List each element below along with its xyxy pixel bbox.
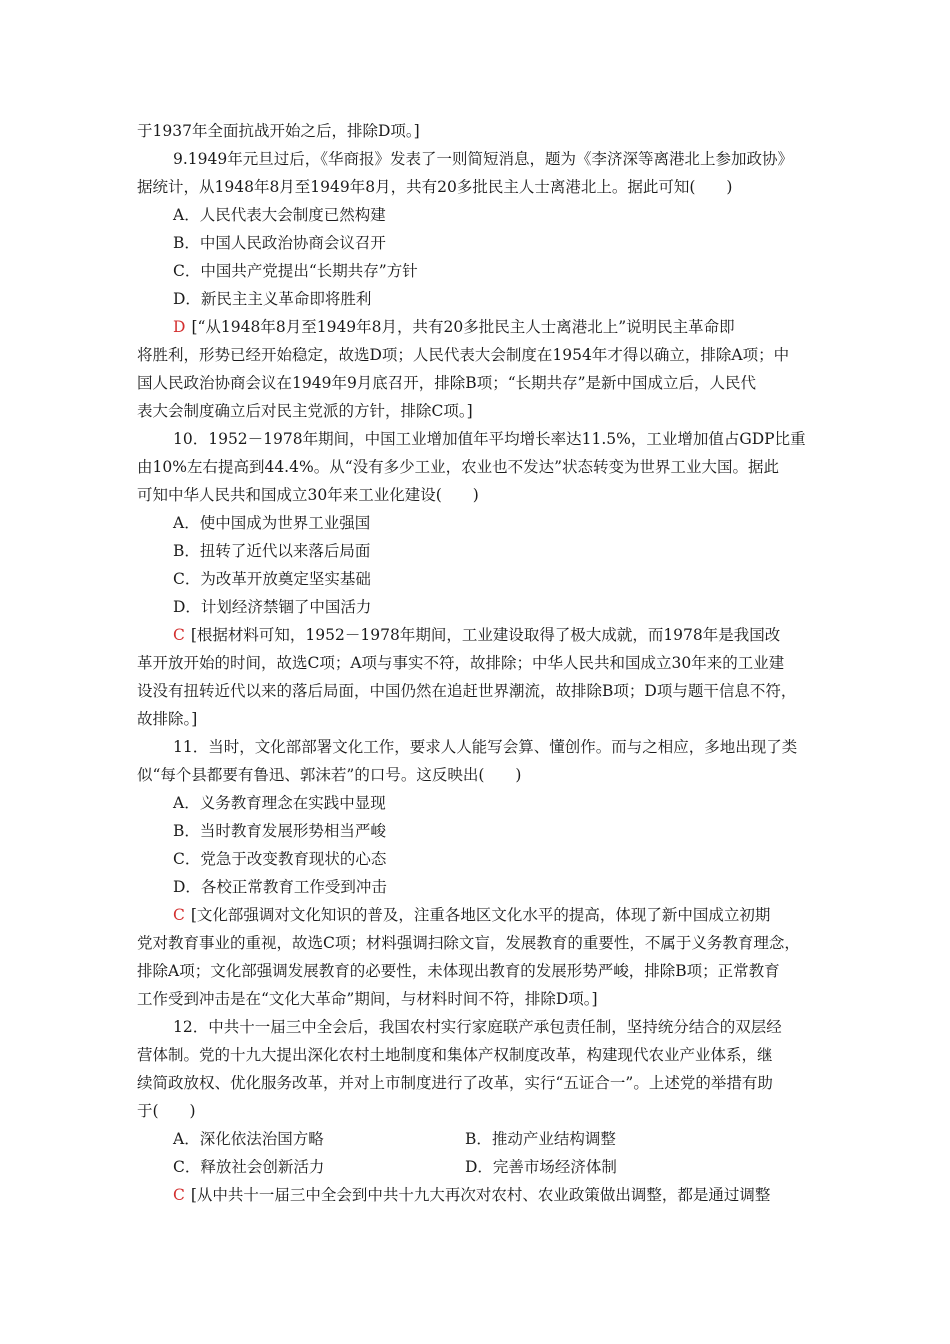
answer-letter: D	[173, 318, 186, 336]
text-line: 表大会制度确立后对民主党派的方针，排除C项。]	[137, 402, 473, 420]
text-line: 国人民政治协商会议在1949年9月底召开，排除B项；“长期共存”是新中国成立后，人民代	[137, 374, 757, 392]
option-a: A．使中国成为世界工业强国	[173, 514, 371, 532]
question-10-stem: 10．1952－1978年期间，中国工业增加值年平均增长率达11.5%，工业增加值占GDP比重	[173, 430, 806, 448]
options-row	[137, 1125, 827, 1153]
option-d: D．计划经济禁锢了中国活力	[173, 598, 372, 616]
option-a: A．深化依法治国方略	[173, 1130, 324, 1148]
option-c: C．中国共产党提出“长期共存”方针	[173, 262, 418, 280]
answer-line	[137, 313, 827, 341]
option-c: C．释放社会创新活力	[173, 1158, 325, 1176]
option-c: C．为改革开放奠定坚实基础	[173, 570, 371, 588]
option-d: D．完善市场经济体制	[465, 1158, 617, 1176]
text-line: 由10%左右提高到44.4%。从“没有多少工业，农业也不发达”状态转变为世界工业大国。据此	[137, 458, 780, 476]
text-line: 排除A项；文化部强调发展教育的必要性，未体现出教育的发展形势严峻，排除B项；正常教育	[137, 962, 780, 980]
option-d: D．各校正常教育工作受到冲击	[173, 878, 387, 896]
answer-explanation: [“从1948年8月至1949年8月，共有20多批民主人士离港北上”说明民主革命即	[191, 318, 735, 336]
question-12-stem: 12．中共十一届三中全会后，我国农村实行家庭联产承包责任制，坚持统分结合的双层经	[173, 1018, 782, 1036]
answer-explanation: [文化部强调对文化知识的普及，注重各地区文化水平的提高，体现了新中国成立初期	[190, 906, 771, 924]
text-line: 故排除。]	[137, 710, 198, 728]
option-b: B．推动产业结构调整	[465, 1130, 616, 1148]
answer-explanation: [根据材料可知，1952－1978年期间，工业建设取得了极大成就，而1978年是我国改	[190, 626, 781, 644]
option-d: D．新民主主义革命即将胜利	[173, 290, 372, 308]
text-line: 营体制。党的十九大提出深化农村土地制度和集体产权制度改革，构建现代农业产业体系，继	[137, 1046, 773, 1064]
option-b: B．中国人民政治协商会议召开	[173, 234, 386, 252]
question-9-stem: 9.1949年元旦过后，《华商报》发表了一则简短消息，题为《李济深等离港北上参加政协》	[173, 150, 793, 168]
text-line: 可知中华人民共和国成立30年来工业化建设( )	[137, 486, 479, 504]
option-b: B．当时教育发展形势相当严峻	[173, 822, 386, 840]
answer-letter: C	[173, 1186, 185, 1204]
question-11-stem: 11．当时，文化部部署文化工作，要求人人能写会算、懂创作。而与之相应，多地出现了类	[173, 738, 798, 756]
answer-letter: C	[173, 626, 185, 644]
text-line: 似“每个县都要有鲁迅、郭沫若”的口号。这反映出( )	[137, 766, 522, 784]
option-c: C．党急于改变教育现状的心态	[173, 850, 387, 868]
option-a: A．义务教育理念在实践中显现	[173, 794, 386, 812]
text-line: 工作受到冲击是在“文化大革命”期间，与材料时间不符，排除D项。]	[137, 990, 598, 1008]
text-line: 革开放开始的时间，故选C项；A项与事实不符，故排除；中华人民共和国成立30年来的工业建	[137, 654, 785, 672]
text-line: 设没有扭转近代以来的落后局面，中国仍然在追赶世界潮流，故排除B项；D项与题干信息不符，	[137, 682, 797, 700]
answer-line	[137, 901, 827, 929]
option-b: B．扭转了近代以来落后局面	[173, 542, 371, 560]
text-line: 于1937年全面抗战开始之后，排除D项。]	[137, 122, 420, 140]
text-line: 于( )	[137, 1102, 196, 1120]
answer-line	[137, 1181, 827, 1209]
options-row	[137, 1153, 827, 1181]
text-line: 将胜利，形势已经开始稳定，故选D项；人民代表大会制度在1954年才得以确立，排除A项；中	[137, 346, 790, 364]
text-line: 党对教育事业的重视，故选C项；材料强调扫除文盲，发展教育的重要性，不属于义务教育理念，	[137, 934, 800, 952]
text-line: 据统计，从1948年8月至1949年8月，共有20多批民主人士离港北上。据此可知( )	[137, 178, 733, 196]
document-body	[137, 117, 827, 1209]
option-a: A．人民代表大会制度已然构建	[173, 206, 386, 224]
text-line: 续简政放权、优化服务改革，并对上市制度进行了改革，实行“五证合一”。上述党的举措有助	[137, 1074, 773, 1092]
answer-letter: C	[173, 906, 185, 924]
answer-explanation: [从中共十一届三中全会到中共十九大再次对农村、农业政策做出调整，都是通过调整	[190, 1186, 771, 1204]
answer-line	[137, 621, 827, 649]
